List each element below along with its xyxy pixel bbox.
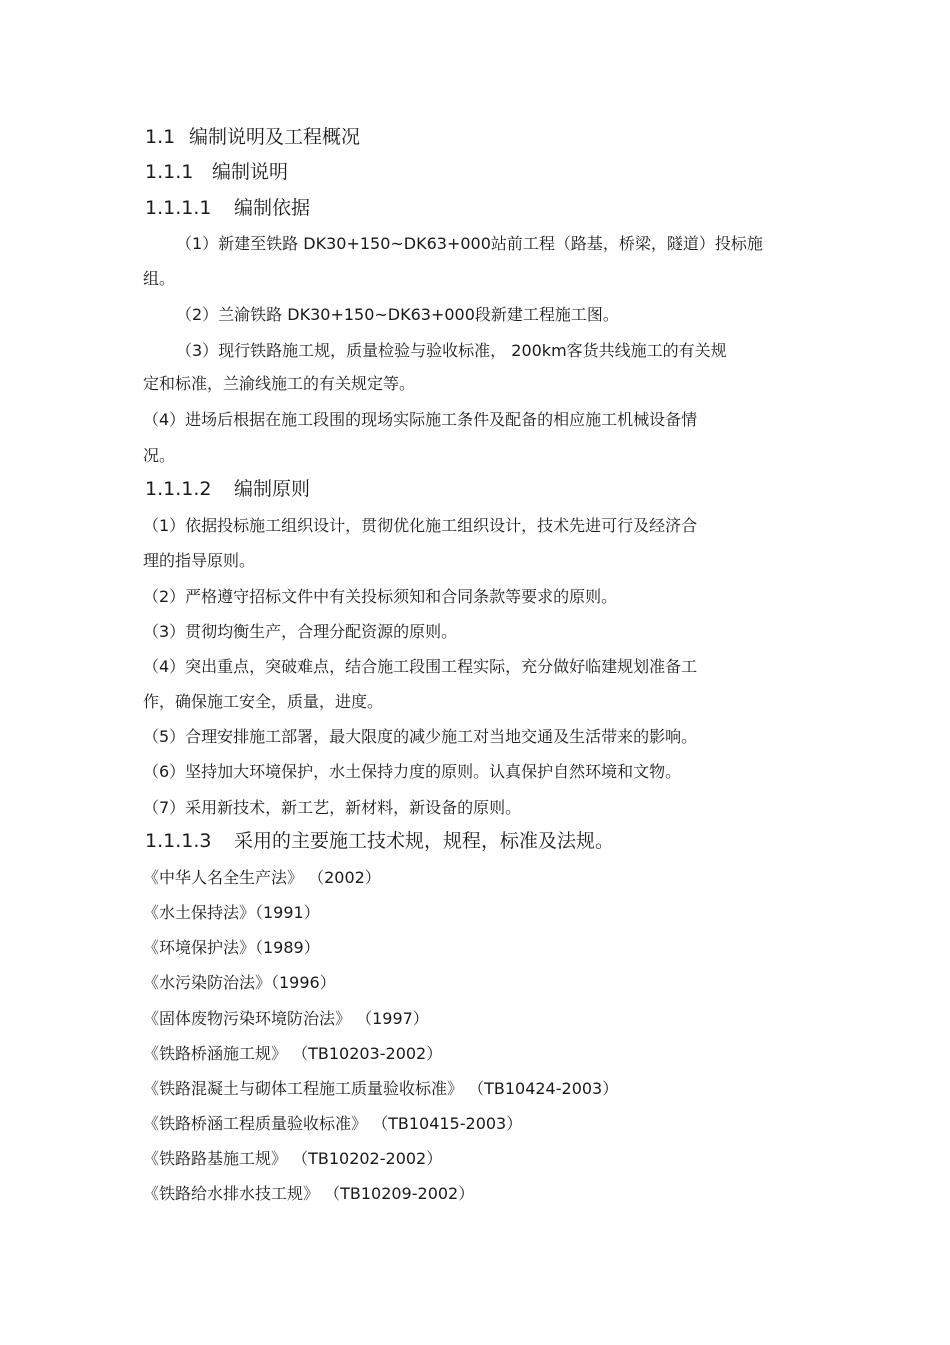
basis-item-2: （2）兰渝铁路 DK30+150~DK63+000段新建工程施工图。 [176,305,619,324]
principle-item-5: （5）合理安排施工部署，最大限度的减少施工对当地交通及生活带来的影响。 [143,727,698,746]
regulation-item: 《铁路桥涵施工规》 （TB10203-2002） [143,1044,443,1063]
regulation-item: 《铁路桥涵工程质量验收标准》 （TB10415-2003） [143,1114,523,1133]
principle-item-4-line-2: 作，确保施工安全，质量，进度。 [143,692,384,711]
heading-1-1-1 [145,163,288,182]
regulation-item: 《水土保持法》（1991） [143,903,320,922]
principle-item-2: （2）严格遵守招标文件中有关投标须知和合同条款等要求的原则。 [143,587,618,606]
heading-number: 1.1.1.2 [145,478,212,500]
heading-1-1-1-2 [145,480,310,499]
regulation-item: 《中华人名全生产法》 （2002） [143,868,381,887]
regulation-item: 《环境保护法》（1989） [143,938,320,957]
regulation-item: 《水污染防治法》（1996） [143,973,336,992]
basis-item-1-line-1: （1）新建至铁路 DK30+150~DK63+000站前工程（路基，桥梁，隧道）投标施 [176,234,763,253]
basis-item-1-line-2: 组。 [143,269,176,288]
principle-item-3: （3）贯彻均衡生产，合理分配资源的原则。 [143,622,458,641]
principle-item-6: （6）坚持加大环境保护，水土保持力度的原则。认真保护自然环境和文物。 [143,762,682,781]
heading-number: 1.1.1.1 [145,197,212,219]
heading-title: 编制说明及工程概况 [189,126,361,148]
basis-item-4-line-1: （4）进场后根据在施工段围的现场实际施工条件及配备的相应施工机械设备情 [143,410,698,429]
regulation-item: 《铁路给水排水技工规》 （TB10209-2002） [143,1184,475,1203]
principle-item-4-line-1: （4）突出重点，突破难点，结合施工段围工程实际，充分做好临建规划准备工 [143,657,698,676]
principle-item-1-line-2: 理的指导原则。 [143,551,256,570]
heading-title: 编制说明 [212,161,289,183]
heading-1-1-1-3 [145,832,614,851]
heading-title: 采用的主要施工技术规，规程，标准及法规。 [234,830,615,852]
regulation-item: 《固体废物污染环境防治法》 （1997） [143,1009,429,1028]
heading-1-1 [145,128,360,147]
heading-1-1-1-1 [145,199,310,218]
basis-item-3-line-2: 定和标准，兰渝线施工的有关规定等。 [143,374,416,393]
heading-number: 1.1 [145,126,176,148]
basis-item-3-line-1: （3）现行铁路施工规，质量检验与验收标准， 200km客货共线施工的有关规 [176,341,727,360]
regulation-item: 《铁路路基施工规》 （TB10202-2002） [143,1149,443,1168]
heading-title: 编制依据 [234,197,311,219]
basis-item-4-line-2: 况。 [143,446,176,465]
heading-number: 1.1.1 [145,161,194,183]
heading-title: 编制原则 [234,478,311,500]
principle-item-7: （7）采用新技术，新工艺，新材料，新设备的原则。 [143,798,522,817]
principle-item-1-line-1: （1）依据投标施工组织设计，贯彻优化施工组织设计，技术先进可行及经济合 [143,516,698,535]
regulation-item: 《铁路混凝土与砌体工程施工质量验收标准》 （TB10424-2003） [143,1079,619,1098]
heading-number: 1.1.1.3 [145,830,212,852]
